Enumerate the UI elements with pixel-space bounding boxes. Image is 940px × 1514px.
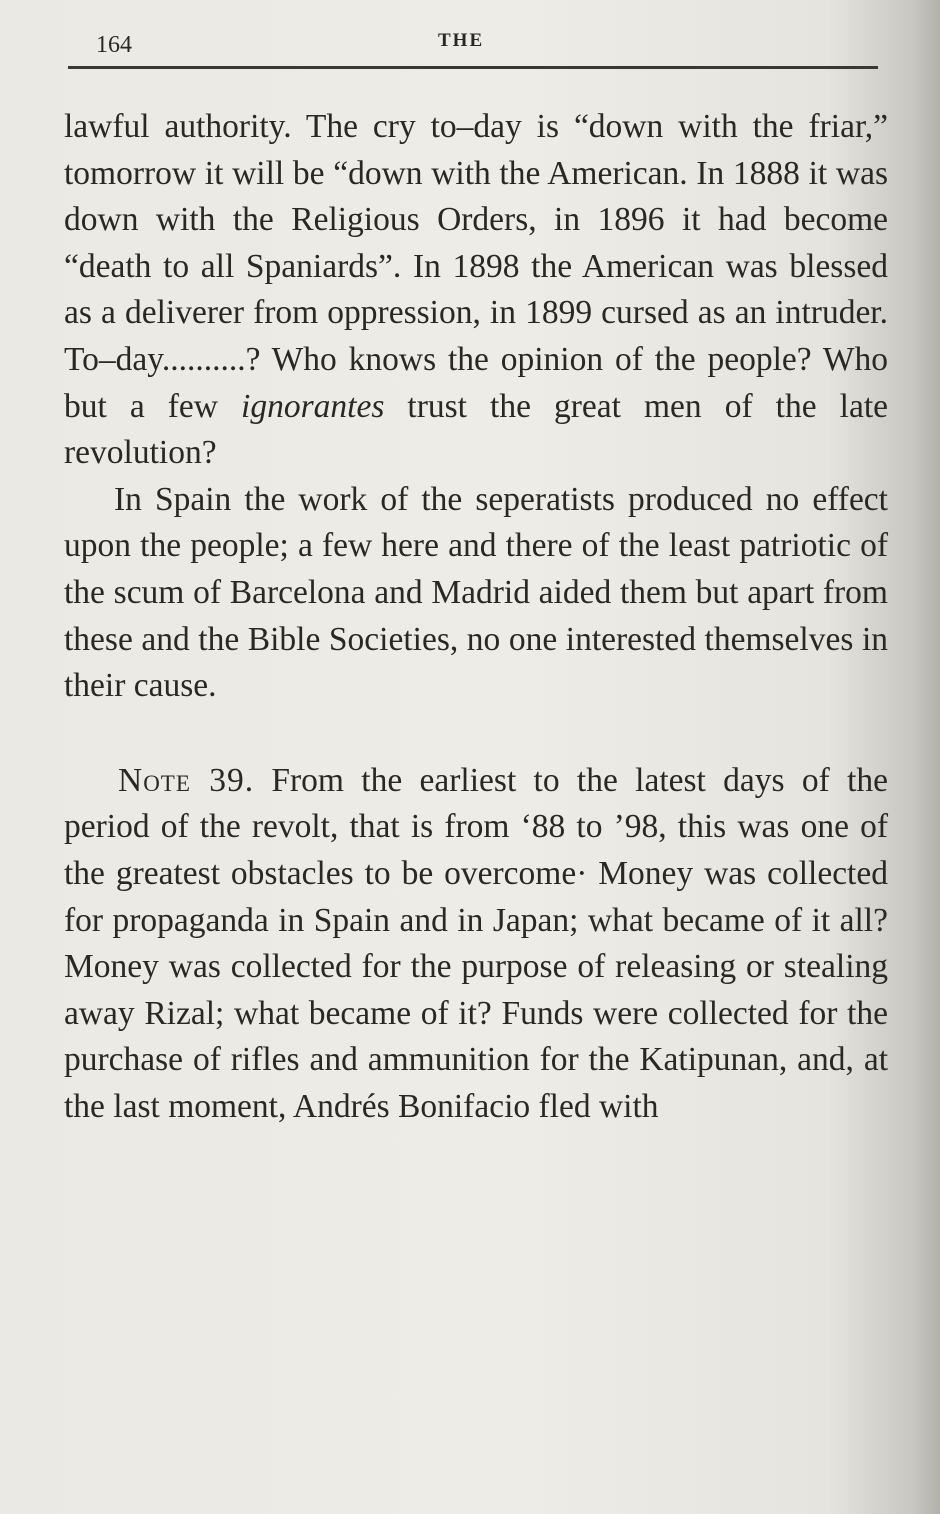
header-rule — [68, 66, 878, 69]
page-header — [68, 26, 878, 76]
page-number: 164 — [96, 32, 132, 58]
note-text: From the earliest to the latest days of the period of the revolt, that is from ‘88 to ’98, this was one of the greatest obstacles to be overcome· Money was collected for propaganda in Spain and in Japan; what became of it all? Money was collected for the purpose of releasing or stealing away Rizal; what became of it? Funds were collected for the purchase of rifles and ammunition for the Katipunan, and, at the last moment, Andrés Bonifacio fled with — [64, 761, 888, 1125]
page-body — [64, 104, 888, 1130]
paragraph-1-italic-word: ignorantes — [241, 387, 385, 425]
paragraph-1-text-b: trust the great men of the late revolution? — [64, 387, 888, 472]
paragraph-1 — [64, 104, 888, 477]
running-head: THE — [438, 30, 485, 51]
paragraph-1-text-a: lawful authority. The cry to–day is “down with the friar,” tomorrow it will be “down with the American. In 1888 it was down with the Religious Orders, in 1896 it had become “death to all Spaniards”. In 1898 the American was blessed as a deliverer from oppression, in 1899 cursed as an intruder. To–day..........? Who knows the opinion of the people? Who but a few — [64, 108, 888, 425]
note-39 — [64, 758, 888, 1131]
note-label: Note 39. — [118, 761, 255, 799]
paragraph-2: In Spain the work of the seperatists produced no effect upon the people; a few here and there of the least patriotic of the scum of Barcelona and Madrid aided them but apart from these and the Bible Societies, no one interested themselves in their cause. — [64, 480, 888, 705]
